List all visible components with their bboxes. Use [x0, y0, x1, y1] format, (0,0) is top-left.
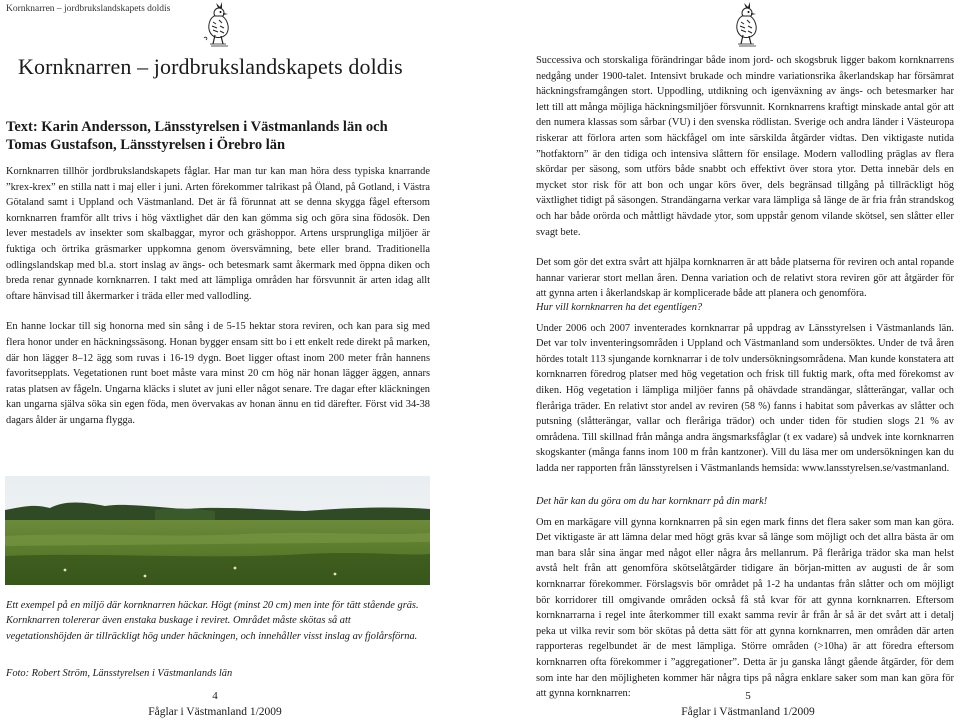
- page-footer: Fåglar i Västmanland 1/2009: [681, 706, 815, 718]
- left-body-text: [6, 164, 430, 429]
- section-heading: Det här kan du göra om du har kornknarr på din mark!: [536, 496, 768, 507]
- section-heading: Hur vill kornknarren ha det egentligen?: [536, 302, 703, 313]
- author-byline: [6, 118, 446, 154]
- section-how-it-wants: [536, 300, 954, 477]
- section-what-you-can-do: [536, 494, 954, 702]
- author-line: Text: Karin Andersson, Länsstyrelsen i Västmanlands län och: [6, 119, 388, 135]
- paragraph: Under 2006 och 2007 inventerades kornknarrar på uppdrag av Länsstyrelsen i Västmanlands län. Det var tolv inventeringsområden i Uppland och Västmanland som undersöktes. Under de två åren hördes totalt 113 sjungande kornknarrar i de tolv undersökningsområdena. Man kunde konstatera att kornknarren föredrog platser med hög vegetation och frisk till fuktig mark, ofta med förekomst av diken. Hög vegetation i lämpliga miljöer fanns på ohävdade strandängar, slåtterängar, vallar och fleråriga träder. En relativt stor andel av reviren (58 %) fanns i habitat som påverkas av slåtter och putsning (slåtterängar, vallar och fleråriga trädor) och under tiden för studien slogs 21 % av områdena. Till skillnad från många andra ängsmarksfåglar (t ex vadare) så undvek inte kornknarren skogskanter (många fanns inom 100 m från kantzoner). Vill du läsa mer om undersökningen kan du ladda ner rapporten från länsstyrelsen i Västmanlands hemsida: www.lansstyrelsen.se/vastmanland.: [536, 322, 954, 474]
- paragraph: En hanne lockar till sig honorna med sin sång i de 5-15 hektar stora reviren, och kan para sig med flera honor under en häckningssäsong. Honan bygger ensam sitt bo i ett enkelt rede direkt på marken, där hon lägger 8–12 ägg som ruvas i 16-19 dygn. Boet ligger oftast inom 200 meter från hannens favoritsepplats. Vegetationen runt boet måste vara minst 20 cm hög när honan lägger äggen, annars ratas platsen av fågeln. Ungarna kläcks i slutet av juni eller något senare. Tre dagar efter kläckningen kan ungarna själva söka sin egen föda, men övervakas av honan ännu en tid därefter. Först vid 34-38 dagars ålder är ungarna flygga.: [6, 321, 430, 426]
- page-number: 4: [212, 690, 218, 702]
- photo-caption: Ett exempel på en miljö där kornknarren häckar. Högt (minst 20 cm) men inte för tätt stående gräs. Kornknarren tolererar även enstaka buskage i reviret. Området måste skötas så att vegetationshöjden är tillräckligt hög under häckningen, och innehåller visst inslag av fjolårsförna.: [6, 600, 419, 642]
- photo-credit: Foto: Robert Ström, Länsstyrelsen i Västmanlands län: [6, 668, 233, 679]
- paragraph: Det som gör det extra svårt att hjälpa kornknarren är att både platserna för reviren och antal ropande hannar varierar stort mellan åren. Denna variation och de relativt stora reviren gör att åtgärder för att gynna arten i åkerlandskap är komplicerade både att planera och genomföra.: [536, 257, 954, 300]
- paragraph: Successiva och storskaliga förändringar både inom jord- och skogsbruk ligger bakom kornknarrens nedgång under 1900-talet. Intensivt brukade och mindre variationsrika åkerlandskap har försämrat häckningsframgången stort. Uppodling, utdikning och igenväxning av ängs- och betesmarker har lett till att många möjliga häckningsmiljöer försvunnit. Kornknarrens kraftigt minskade antal gör att den numera klassas som sårbar (VU) i den svenska rödlistan. Sverige och andra länder i Västeuropa riskerar att förlora arten som häckfågel om inte särskilda åtgärder vidtas. Den viktigaste nutida ”hotfaktorn” är den tidiga och intensiva slåttern för ensilage. Modern vallodling präglas av flera skördar per säsong, som utförs både snabbt och effektivt över stora ytor. Detta innebär dels en mycket stor risk för att bon och ungar körs över, dels begränsad tillgång på tillräckligt hög växtlighet tidigt på säsongen. Strandängarna verkar vara lämpliga så länge de är fria från strandskog och har både orörda och måttligt hävdade ytor, som uppstår genom vilande skötsel, sen slåtter eller svagt bete.: [536, 55, 954, 238]
- running-head: Kornknarren – jordbrukslandskapets doldis: [6, 4, 171, 14]
- meadow-photo: [5, 476, 430, 585]
- author-line: Tomas Gustafson, Länsstyrelsen i Örebro län: [6, 137, 286, 153]
- bird-illustration-icon: [726, 2, 768, 48]
- page-footer: Fåglar i Västmanland 1/2009: [148, 706, 282, 718]
- bird-illustration-icon: [198, 2, 240, 48]
- paragraph: Om en markägare vill gynna kornknarren på sin egen mark finns det flera saker som man kan göra. Det viktigaste är att lämna delar med högt gräs kvar så länge som möjligt och det allra bästa är om man bara slår sina ängar med något eller några års mellanrum. På fleråriga trädor ska man helst avstå helt från att genomföra skötselåtgärder tidigare än början-mitten av augusti de år som kornknarrar förekommer. Förslagsvis bör området på 1-2 ha undantas från slåtter och om möjligt bör korridorer till omgivande områden också få stå kvar för att gynna kornknarren. Eftersom kornknarrarna i regel inte återkommer till exakt samma revir år från år så är det svårt att i detalj peka ut vilka revir som bör skötas på detta sätt för att gynna kornknarren, men områden där arten rapporteras regelbundet är de mest lämpliga. Större områden (>10ha) är att föredra eftersom kornknarren ofta förekommer i ”aggregationer”. Detta är ju ganska långt gående åtgärder, för dem som inte har den möjligheten kommer här några tips på några enklare saker som man kan göra för att gynna kornknarren:: [536, 516, 954, 700]
- page-number: 5: [745, 690, 751, 702]
- paragraph: Kornknarren tillhör jordbrukslandskapets fåglar. Har man tur kan man höra dess typiska knarrande ”krex-krex” en stilla natt i maj eller i juni. Arten förekommer talrikast på Öland, på Gotland, i Västra Götaland samt i Uppland och Västmanland. Det är få förunnat att se denna skygga fågel eftersom kornknarren framför allt trivs i hög växtlighet där den kan gömma sig och göra sina födosök. Den lever mestadels av insekter som skalbaggar, myror och gräshoppor. Artens ursprungliga miljöer är fuktiga och örtrika gräsmarker uppkomna genom översvämning, bete eller brand. Traditionella odlingslandskap med bl.a. stort inslag av ängs- och betesmark samt åkermark med öppna diken och breda renar gynnade kornknarren. I takt med att lämpliga områden har försvunnit är arten idag allt oftare hänvisad till åkermarker i träda eller med vallodling.: [6, 166, 430, 302]
- article-title: Kornknarren – jordbrukslandskapets doldis: [18, 54, 403, 79]
- right-body-top: [536, 53, 954, 302]
